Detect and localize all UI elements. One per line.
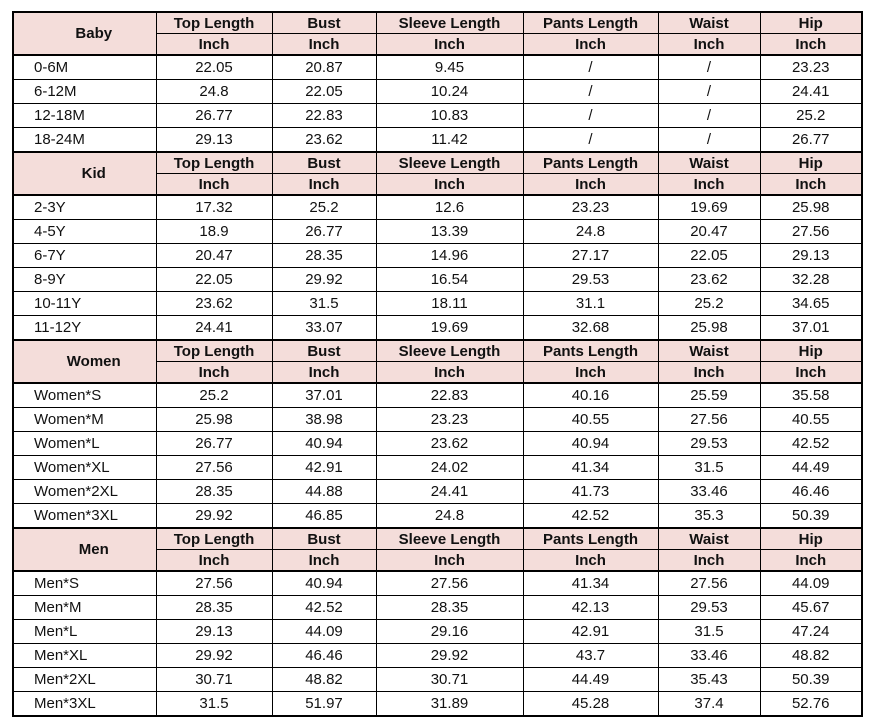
size-label: Men*3XL — [13, 692, 156, 717]
measurement-value: 33.46 — [658, 480, 760, 504]
measurement-value: 35.3 — [658, 504, 760, 529]
measurement-value: 20.47 — [156, 244, 272, 268]
measurement-value: 25.98 — [156, 408, 272, 432]
measurement-value: 27.56 — [760, 220, 862, 244]
column-header: Hip — [760, 528, 862, 550]
measurement-value: 37.01 — [760, 316, 862, 341]
measurement-value: 24.41 — [760, 80, 862, 104]
measurement-value: 31.5 — [272, 292, 376, 316]
measurement-value: 35.43 — [658, 668, 760, 692]
measurement-value: 11.42 — [376, 128, 523, 153]
table-row — [13, 480, 862, 504]
table-row — [13, 244, 862, 268]
measurement-value: 27.56 — [156, 571, 272, 596]
measurement-value: 23.23 — [376, 408, 523, 432]
measurement-value: 27.56 — [376, 571, 523, 596]
table-row — [13, 220, 862, 244]
unit-label: Inch — [272, 174, 376, 196]
size-label: Men*L — [13, 620, 156, 644]
unit-label: Inch — [760, 34, 862, 56]
column-header: Waist — [658, 528, 760, 550]
measurement-value: 10.24 — [376, 80, 523, 104]
measurement-value: 22.05 — [272, 80, 376, 104]
measurement-value: 27.56 — [156, 456, 272, 480]
unit-label: Inch — [523, 34, 658, 56]
measurement-value: 51.97 — [272, 692, 376, 717]
measurement-value: 28.35 — [156, 480, 272, 504]
size-label: 2-3Y — [13, 195, 156, 220]
measurement-value: / — [658, 55, 760, 80]
measurement-value: 29.92 — [156, 644, 272, 668]
column-header: Bust — [272, 152, 376, 174]
column-header: Sleeve Length — [376, 152, 523, 174]
measurement-value: 23.62 — [658, 268, 760, 292]
measurement-value: 40.94 — [272, 571, 376, 596]
size-label: 6-12M — [13, 80, 156, 104]
measurement-value: 9.45 — [376, 55, 523, 80]
measurement-value: 47.24 — [760, 620, 862, 644]
column-header: Bust — [272, 340, 376, 362]
measurement-value: 40.55 — [523, 408, 658, 432]
size-label: Women*2XL — [13, 480, 156, 504]
size-label: Men*S — [13, 571, 156, 596]
measurement-value: 37.01 — [272, 383, 376, 408]
table-row — [13, 504, 862, 529]
measurement-value: 25.59 — [658, 383, 760, 408]
measurement-value: 28.35 — [156, 596, 272, 620]
measurement-value: 44.09 — [272, 620, 376, 644]
size-label: 0-6M — [13, 55, 156, 80]
column-header: Sleeve Length — [376, 12, 523, 34]
measurement-value: 22.05 — [156, 268, 272, 292]
measurement-value: 29.53 — [658, 596, 760, 620]
size-label: 8-9Y — [13, 268, 156, 292]
measurement-value: 41.73 — [523, 480, 658, 504]
table-row — [13, 292, 862, 316]
section-label-baby: Baby — [13, 12, 156, 55]
measurement-value: 10.83 — [376, 104, 523, 128]
table-row — [13, 692, 862, 717]
measurement-value: 27.17 — [523, 244, 658, 268]
measurement-value: / — [658, 80, 760, 104]
column-header: Top Length — [156, 12, 272, 34]
measurement-value: 31.89 — [376, 692, 523, 717]
measurement-value: 25.2 — [658, 292, 760, 316]
size-label: Men*2XL — [13, 668, 156, 692]
table-row — [13, 668, 862, 692]
column-header: Top Length — [156, 340, 272, 362]
table-row — [13, 268, 862, 292]
table-row — [13, 571, 862, 596]
measurement-value: / — [523, 55, 658, 80]
measurement-value: 29.92 — [156, 504, 272, 529]
unit-label: Inch — [523, 174, 658, 196]
measurement-value: 25.2 — [760, 104, 862, 128]
column-header: Top Length — [156, 528, 272, 550]
measurement-value: 42.52 — [760, 432, 862, 456]
measurement-value: 25.98 — [760, 195, 862, 220]
column-header: Hip — [760, 340, 862, 362]
section-header-row — [13, 528, 862, 550]
section-header-row — [13, 12, 862, 34]
measurement-value: 48.82 — [272, 668, 376, 692]
column-header: Top Length — [156, 152, 272, 174]
measurement-value: 19.69 — [658, 195, 760, 220]
measurement-value: / — [658, 128, 760, 153]
measurement-value: / — [523, 104, 658, 128]
measurement-value: 20.47 — [658, 220, 760, 244]
table-row — [13, 104, 862, 128]
column-header: Waist — [658, 152, 760, 174]
measurement-value: 23.23 — [523, 195, 658, 220]
measurement-value: 35.58 — [760, 383, 862, 408]
column-header: Pants Length — [523, 12, 658, 34]
measurement-value: 33.46 — [658, 644, 760, 668]
measurement-value: 41.34 — [523, 571, 658, 596]
measurement-value: 45.28 — [523, 692, 658, 717]
unit-label: Inch — [760, 174, 862, 196]
measurement-value: 23.62 — [376, 432, 523, 456]
measurement-value: 23.62 — [272, 128, 376, 153]
measurement-value: 29.53 — [658, 432, 760, 456]
unit-label: Inch — [272, 362, 376, 384]
measurement-value: 26.77 — [760, 128, 862, 153]
table-row — [13, 55, 862, 80]
column-header: Bust — [272, 528, 376, 550]
section-label-women: Women — [13, 340, 156, 383]
measurement-value: 50.39 — [760, 504, 862, 529]
size-label: Men*XL — [13, 644, 156, 668]
measurement-value: 22.83 — [272, 104, 376, 128]
measurement-value: 27.56 — [658, 408, 760, 432]
column-header: Pants Length — [523, 528, 658, 550]
measurement-value: 26.77 — [272, 220, 376, 244]
measurement-value: 26.77 — [156, 432, 272, 456]
measurement-value: 46.46 — [760, 480, 862, 504]
size-label: 4-5Y — [13, 220, 156, 244]
measurement-value: 30.71 — [156, 668, 272, 692]
table-row — [13, 195, 862, 220]
column-header: Hip — [760, 152, 862, 174]
unit-label: Inch — [760, 550, 862, 572]
measurement-value: 19.69 — [376, 316, 523, 341]
table-row — [13, 316, 862, 341]
table-row — [13, 620, 862, 644]
measurement-value: 25.2 — [272, 195, 376, 220]
measurement-value: 44.49 — [760, 456, 862, 480]
size-label: 10-11Y — [13, 292, 156, 316]
measurement-value: 40.94 — [523, 432, 658, 456]
unit-label: Inch — [376, 550, 523, 572]
column-header: Sleeve Length — [376, 340, 523, 362]
measurement-value: 31.1 — [523, 292, 658, 316]
unit-label: Inch — [156, 174, 272, 196]
unit-label: Inch — [658, 34, 760, 56]
unit-label: Inch — [523, 550, 658, 572]
table-row — [13, 383, 862, 408]
measurement-value: 52.76 — [760, 692, 862, 717]
unit-label: Inch — [658, 174, 760, 196]
measurement-value: 44.09 — [760, 571, 862, 596]
measurement-value: 40.94 — [272, 432, 376, 456]
table-row — [13, 80, 862, 104]
column-header: Hip — [760, 12, 862, 34]
section-header-row — [13, 340, 862, 362]
measurement-value: 22.05 — [658, 244, 760, 268]
measurement-value: 32.68 — [523, 316, 658, 341]
measurement-value: 23.23 — [760, 55, 862, 80]
table-row — [13, 596, 862, 620]
table-row — [13, 456, 862, 480]
measurement-value: 29.92 — [272, 268, 376, 292]
measurement-value: 42.52 — [272, 596, 376, 620]
measurement-value: 32.28 — [760, 268, 862, 292]
measurement-value: 14.96 — [376, 244, 523, 268]
unit-label: Inch — [376, 362, 523, 384]
measurement-value: 18.11 — [376, 292, 523, 316]
measurement-value: 42.13 — [523, 596, 658, 620]
column-header: Pants Length — [523, 340, 658, 362]
column-header: Pants Length — [523, 152, 658, 174]
measurement-value: 29.16 — [376, 620, 523, 644]
unit-label: Inch — [523, 362, 658, 384]
unit-label: Inch — [156, 362, 272, 384]
measurement-value: 42.91 — [272, 456, 376, 480]
unit-label: Inch — [658, 362, 760, 384]
measurement-value: 22.83 — [376, 383, 523, 408]
measurement-value: 33.07 — [272, 316, 376, 341]
measurement-value: 23.62 — [156, 292, 272, 316]
size-label: Women*XL — [13, 456, 156, 480]
column-header: Waist — [658, 12, 760, 34]
size-label: 12-18M — [13, 104, 156, 128]
measurement-value: 38.98 — [272, 408, 376, 432]
size-label: Women*S — [13, 383, 156, 408]
measurement-value: 31.5 — [156, 692, 272, 717]
measurement-value: 42.91 — [523, 620, 658, 644]
measurement-value: 42.52 — [523, 504, 658, 529]
size-chart-table — [12, 11, 863, 717]
unit-label: Inch — [376, 34, 523, 56]
measurement-value: 44.49 — [523, 668, 658, 692]
unit-label: Inch — [272, 34, 376, 56]
column-header: Waist — [658, 340, 760, 362]
size-label: 11-12Y — [13, 316, 156, 341]
measurement-value: 46.85 — [272, 504, 376, 529]
measurement-value: 43.7 — [523, 644, 658, 668]
measurement-value: 12.6 — [376, 195, 523, 220]
measurement-value: 46.46 — [272, 644, 376, 668]
column-header: Bust — [272, 12, 376, 34]
unit-label: Inch — [760, 362, 862, 384]
measurement-value: 31.5 — [658, 620, 760, 644]
unit-label: Inch — [272, 550, 376, 572]
measurement-value: / — [658, 104, 760, 128]
measurement-value: 44.88 — [272, 480, 376, 504]
size-label: Women*L — [13, 432, 156, 456]
measurement-value: 29.53 — [523, 268, 658, 292]
measurement-value: 29.13 — [156, 620, 272, 644]
measurement-value: 24.41 — [156, 316, 272, 341]
measurement-value: / — [523, 128, 658, 153]
size-label: Women*M — [13, 408, 156, 432]
size-label: Women*3XL — [13, 504, 156, 529]
measurement-value: 50.39 — [760, 668, 862, 692]
column-header: Sleeve Length — [376, 528, 523, 550]
measurement-value: 29.92 — [376, 644, 523, 668]
table-row — [13, 128, 862, 153]
section-label-men: Men — [13, 528, 156, 571]
size-label: Men*M — [13, 596, 156, 620]
measurement-value: 45.67 — [760, 596, 862, 620]
measurement-value: 28.35 — [272, 244, 376, 268]
section-label-kid: Kid — [13, 152, 156, 195]
measurement-value: 13.39 — [376, 220, 523, 244]
measurement-value: 27.56 — [658, 571, 760, 596]
measurement-value: 29.13 — [156, 128, 272, 153]
size-label: 6-7Y — [13, 244, 156, 268]
table-row — [13, 432, 862, 456]
measurement-value: 24.41 — [376, 480, 523, 504]
measurement-value: 24.02 — [376, 456, 523, 480]
measurement-value: 31.5 — [658, 456, 760, 480]
measurement-value: 24.8 — [156, 80, 272, 104]
measurement-value: 22.05 — [156, 55, 272, 80]
measurement-value: 24.8 — [376, 504, 523, 529]
measurement-value: 34.65 — [760, 292, 862, 316]
size-label: 18-24M — [13, 128, 156, 153]
table-row — [13, 644, 862, 668]
measurement-value: 48.82 — [760, 644, 862, 668]
measurement-value: 18.9 — [156, 220, 272, 244]
table-row — [13, 408, 862, 432]
measurement-value: 25.98 — [658, 316, 760, 341]
measurement-value: 41.34 — [523, 456, 658, 480]
unit-label: Inch — [376, 174, 523, 196]
measurement-value: 20.87 — [272, 55, 376, 80]
measurement-value: / — [523, 80, 658, 104]
measurement-value: 40.55 — [760, 408, 862, 432]
unit-label: Inch — [156, 34, 272, 56]
measurement-value: 26.77 — [156, 104, 272, 128]
measurement-value: 30.71 — [376, 668, 523, 692]
section-header-row — [13, 152, 862, 174]
measurement-value: 28.35 — [376, 596, 523, 620]
measurement-value: 29.13 — [760, 244, 862, 268]
measurement-value: 40.16 — [523, 383, 658, 408]
unit-label: Inch — [658, 550, 760, 572]
unit-label: Inch — [156, 550, 272, 572]
measurement-value: 17.32 — [156, 195, 272, 220]
measurement-value: 37.4 — [658, 692, 760, 717]
measurement-value: 24.8 — [523, 220, 658, 244]
measurement-value: 25.2 — [156, 383, 272, 408]
measurement-value: 16.54 — [376, 268, 523, 292]
